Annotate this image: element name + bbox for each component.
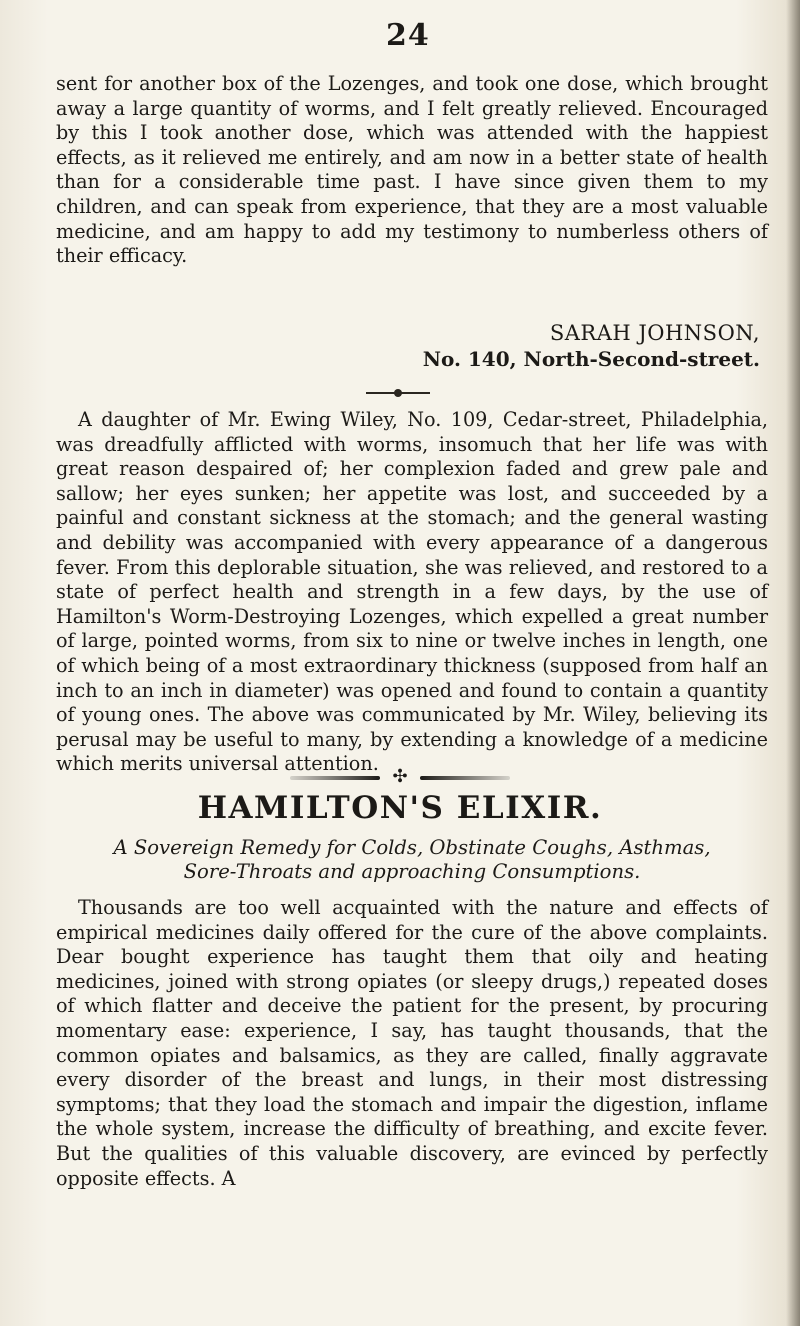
testimonial-paragraph-wiley: A daughter of Mr. Ewing Wiley, No. 109, Cedar-street, Philadelphia, was dreadfully afflicted with worms, insomuch that her life was with great reason despaired of; her complexion faded and grew pale and sallow; her eyes sunken; her appetite was lost, and succeeded by a painful and constant sickness at the stomach; and the general wasting and debility was accompanied with every appearance of a dangerous fever. From this deplorable situation, she was relieved, and restored to a state of perfect health and strength in a few days, by the use of Hamilton's Worm-Destroying Lozenges, which expelled a great number of large, pointed worms, from six to nine or twelve inches in length, one of which being of a most extraordinary thickness (supposed from half an inch to an inch in diameter) was opened and found to contain a quantity of young ones. The above was communicated by Mr. Wiley, believing its perusal may be useful to many, by extending a knowledge of a medicine which merits universal attention.: [56, 408, 768, 776]
divider-rule-left: [290, 776, 380, 780]
ornament-star-icon: ✣: [392, 766, 408, 787]
section-heading: HAMILTON'S ELIXIR.: [197, 790, 603, 826]
page-edge-shadow: [786, 0, 800, 1326]
page-number: 24: [386, 18, 430, 53]
divider-rule-right: [420, 776, 510, 780]
elixir-description-paragraph: Thousands are too well acquainted with the nature and effects of empirical medicines daily offered for the cure of the above complaints. Dear bought experience has taught them that oily and heating medicines, joined with strong opiates (or sleepy drugs,) repeated doses of which flatter and deceive the patient for the present, by procuring momentary ease: experience, I say, has taught thousands, that the common opiates and balsamics, as they are called, finally aggravate every disorder of the breast and lungs, in their most distressing symptoms; that they load the stomach and impair the digestion, inflame the whole system, increase the difficulty of breathing, and excite fever. But the qualities of this valuable discovery, are evinced by perfectly opposite effects. A: [56, 896, 768, 1190]
ornamental-divider: [290, 766, 510, 787]
section-subtitle-line-1: A Sovereign Remedy for Colds, Obstinate Coughs, Asthmas,: [113, 836, 711, 859]
section-subtitle-line-2: Sore-Throats and approaching Consumptions.: [183, 860, 641, 883]
testimonial-paragraph-continued: sent for another box of the Lozenges, and took one dose, which brought away a large quantity of worms, and I felt greatly relieved. Encouraged by this I took another dose, which was attended with the happiest effects, as it relieved me entirely, and am now in a better state of health than for a considerable time past. I have since given them to my children, and can speak from experience, that they are a most valuable medicine, and am happy to add my testimony to numberless others of their efficacy.: [56, 72, 768, 268]
section-divider-small: [366, 392, 430, 394]
signature-name: SARAH JOHNSON,: [549, 321, 760, 345]
signature-address: No. 140, North-Second-street.: [422, 347, 760, 371]
